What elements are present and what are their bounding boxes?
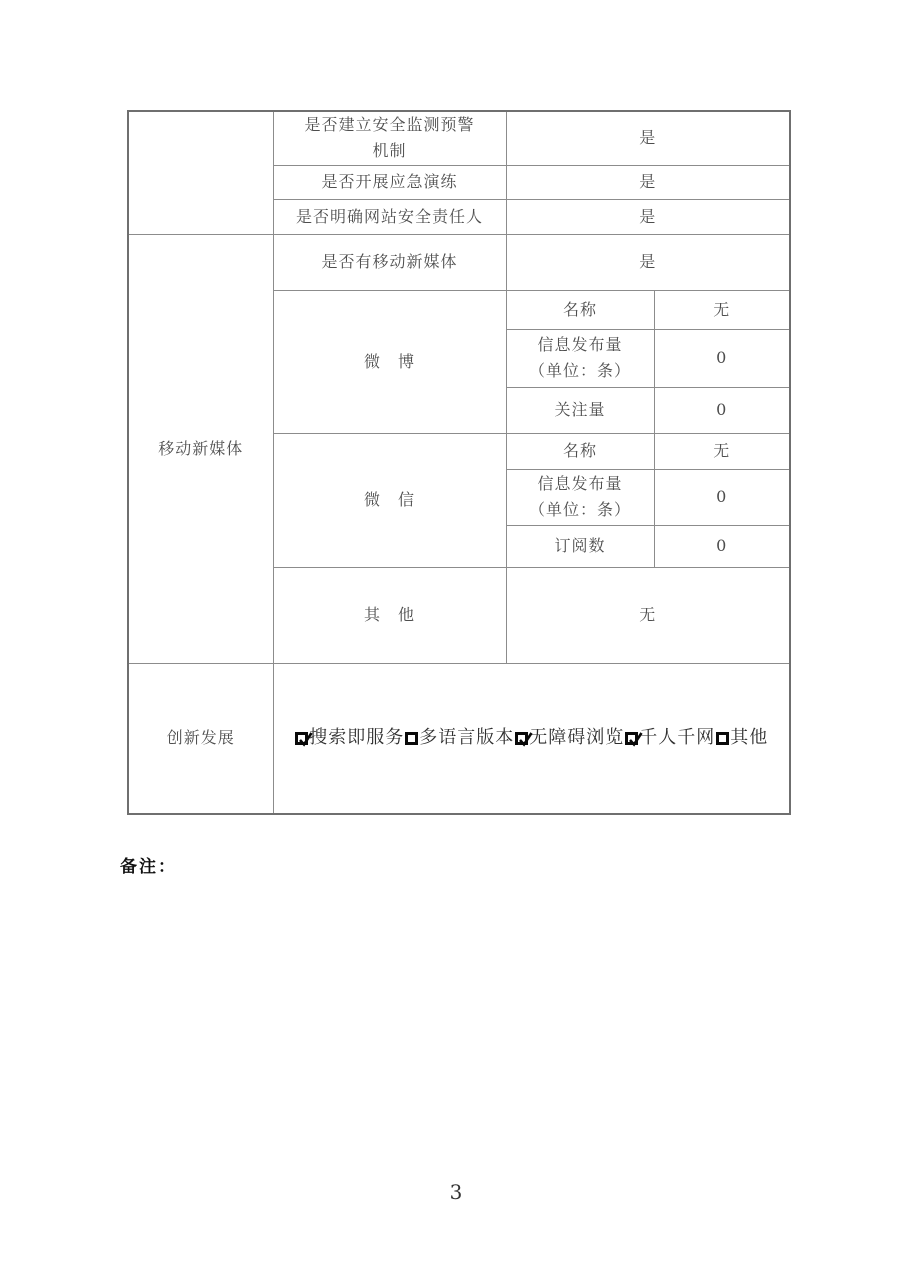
question-has-mobile-media-cell: 是否有移动新媒体 [273, 234, 506, 290]
wechat-name-label-cell: 名称 [506, 433, 654, 469]
posts-unit-label: （单位：条） [528, 500, 631, 519]
question-security-officer-cell: 是否明确网站安全责任人 [273, 199, 506, 234]
weibo-posts-label-cell [506, 329, 654, 387]
weibo-header-cell: 微 博 [273, 290, 506, 433]
checkbox-qianren-qianwang-icon [625, 732, 638, 745]
wechat-subscribers-label-cell: 订阅数 [506, 525, 654, 567]
question-security-warning-cell [273, 111, 506, 165]
checkbox-label-multilingual: 多语言版本 [419, 727, 515, 749]
checkbox-accessibility-icon [515, 732, 528, 745]
checkbox-search-as-service-icon [295, 732, 308, 745]
checkbox-label-qianren-qianwang: 千人千网 [639, 727, 716, 749]
checkbox-label-accessibility: 无障碍浏览 [529, 727, 625, 749]
remark-label: 备注： [120, 857, 177, 877]
wechat-name-value-cell: 无 [654, 433, 790, 469]
weibo-posts-value-cell: 0 [654, 329, 790, 387]
table-row [128, 111, 790, 165]
section-header-mobile-media: 移动新媒体 [128, 234, 273, 663]
weibo-name-label-cell: 名称 [506, 290, 654, 329]
wechat-posts-value-cell: 0 [654, 469, 790, 525]
question-label: 机制 [372, 141, 407, 161]
question-label: 是否建立安全监测预警 [304, 115, 475, 135]
weibo-name-value-cell: 无 [654, 290, 790, 329]
checkbox-other-icon [716, 732, 729, 745]
wechat-subscribers-value-cell: 0 [654, 525, 790, 567]
posts-label: 信息发布量 [537, 474, 623, 493]
checkbox-label-search-as-service: 搜索即服务 [309, 727, 405, 749]
wechat-header-cell: 微 信 [273, 433, 506, 567]
page-number: 3 [449, 1180, 463, 1204]
table-row [128, 663, 790, 814]
answer-has-mobile-media-cell: 是 [506, 234, 790, 290]
checkbox-multilingual-icon [405, 732, 418, 745]
checkbox-label-other: 其他 [730, 727, 769, 749]
answer-emergency-drill-cell: 是 [506, 165, 790, 199]
answer-security-warning-cell: 是 [506, 111, 790, 165]
section-header-innovation: 创新发展 [128, 663, 273, 814]
answer-security-officer-cell: 是 [506, 199, 790, 234]
other-media-label-cell: 其 他 [273, 567, 506, 663]
innovation-options-line [294, 727, 768, 748]
weibo-followers-value-cell: 0 [654, 387, 790, 433]
section-header-empty-cell [128, 111, 273, 234]
posts-label: 信息发布量 [537, 335, 623, 354]
wechat-posts-label-cell [506, 469, 654, 525]
posts-unit-label: （单位：条） [528, 361, 631, 380]
annual-report-table [127, 110, 791, 815]
table-row [128, 234, 790, 290]
question-emergency-drill-cell: 是否开展应急演练 [273, 165, 506, 199]
weibo-followers-label-cell: 关注量 [506, 387, 654, 433]
other-media-value-cell: 无 [506, 567, 790, 663]
innovation-options-cell [273, 663, 790, 814]
